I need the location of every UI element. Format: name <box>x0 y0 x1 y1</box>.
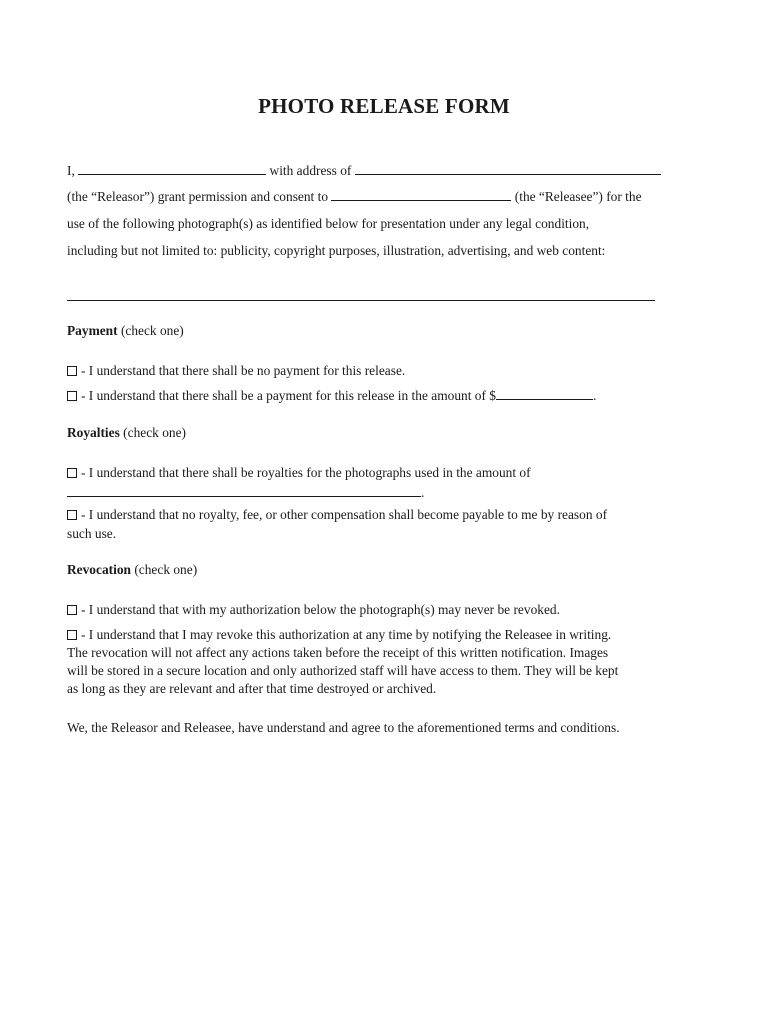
intro-text: (the “Releasor”) grant permission and consent to <box>67 189 329 204</box>
intro-text: (the “Releasee”) for the <box>514 189 642 204</box>
payment-heading-label: Payment <box>67 323 118 338</box>
intro-line-4: including but not limited to: publicity, copyright purposes, illustration, advertising, and web content: <box>67 243 606 258</box>
intro-line-3: use of the following photograph(s) as identified below for presentation under any legal condition, <box>67 216 590 231</box>
payment-heading <box>67 322 184 340</box>
intro-line-2 <box>67 188 642 206</box>
releasee-name-field[interactable] <box>331 188 511 201</box>
payment-option-1 <box>67 362 405 380</box>
revocation-heading-label: Revocation <box>67 562 131 577</box>
revocation-option-2-cont-3: as long as they are relevant and after that time destroyed or archived. <box>67 681 437 696</box>
revocation-option-2-label: - I understand that I may revoke this authorization at any time by notifying the Releasee in writing. <box>81 627 612 642</box>
photograph-description-field[interactable] <box>67 300 655 301</box>
royalties-heading-label: Royalties <box>67 425 120 440</box>
revocation-option-1 <box>67 601 560 619</box>
royalties-option-1 <box>67 464 531 482</box>
royalties-hint: (check one) <box>123 425 186 440</box>
intro-text: I, <box>67 163 75 178</box>
intro-line-1 <box>67 162 661 180</box>
payment-option-1-label: - I understand that there shall be no payment for this release. <box>81 363 406 378</box>
royalties-option-2-cont: such use. <box>67 526 117 541</box>
royalties-none-checkbox[interactable] <box>67 510 77 520</box>
payment-amount-field[interactable] <box>496 387 593 400</box>
royalties-heading <box>67 424 186 442</box>
revocation-heading <box>67 561 197 579</box>
payment-none-checkbox[interactable] <box>67 366 77 376</box>
royalties-option-2-label: - I understand that no royalty, fee, or other compensation shall become payable to me by reason of <box>81 507 608 522</box>
revocation-option-2-cont-2: will be stored in a secure location and only authorized staff will have access to them. They will be kept <box>67 663 619 678</box>
payment-option-2-label: - I understand that there shall be a payment for this release in the amount of $ <box>81 388 496 403</box>
payment-option-2-end: . <box>592 388 597 403</box>
royalties-amount-field[interactable] <box>67 484 421 497</box>
revocation-hint: (check one) <box>134 562 198 577</box>
agreement-statement: We, the Releasor and Releasee, have understand and agree to the aforementioned terms and conditions. <box>67 720 620 735</box>
revocation-never-checkbox[interactable] <box>67 605 77 615</box>
royalties-option-1-end: . <box>421 485 425 500</box>
payment-option-2 <box>67 387 596 405</box>
royalties-amount-checkbox[interactable] <box>67 468 77 478</box>
revocation-option-1-label: - I understand that with my authorization below the photograph(s) may never be revoked. <box>81 602 560 617</box>
royalties-option-1-label: - I understand that there shall be royalties for the photographs used in the amount of <box>81 465 531 480</box>
releasor-address-field[interactable] <box>355 162 661 175</box>
intro-text: with address of <box>269 163 352 178</box>
revocation-option-2 <box>67 626 611 644</box>
revocation-writing-checkbox[interactable] <box>67 630 77 640</box>
releasor-name-field[interactable] <box>78 162 266 175</box>
royalties-option-2 <box>67 506 607 524</box>
royalties-amount-line <box>67 484 424 502</box>
form-title: PHOTO RELEASE FORM <box>258 94 510 118</box>
revocation-option-2-cont-1: The revocation will not affect any actions taken before the receipt of this written notification. Images <box>67 645 609 660</box>
payment-amount-checkbox[interactable] <box>67 391 77 401</box>
payment-hint: (check one) <box>120 323 184 338</box>
